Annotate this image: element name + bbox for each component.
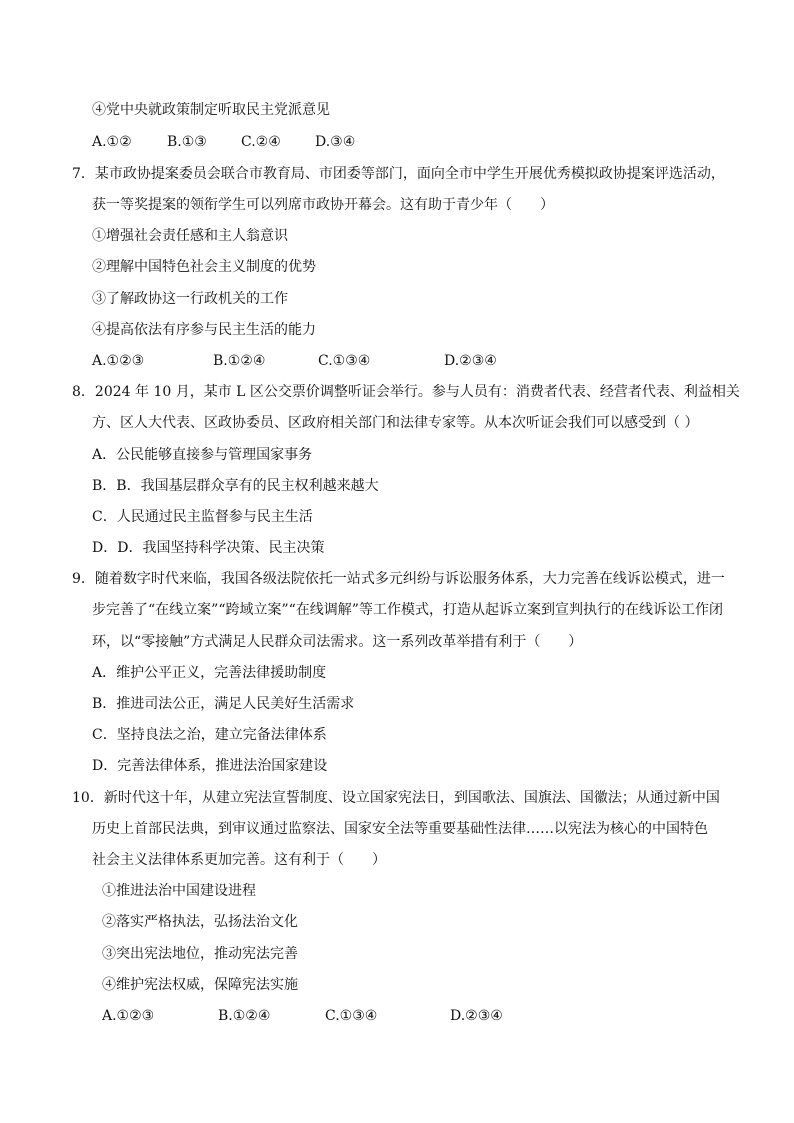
q9-stem-line-2: 步完善了“在线立案”“跨域立案”“在线调解”等工作模式，打造从起诉立案到宣判执行的在线诉讼工作闭 (92, 602, 723, 618)
q7-item-4: ④提高依法有序参与民主生活的能力 (92, 322, 316, 338)
q7-item-2: ②理解中国特色社会主义制度的优势 (92, 259, 316, 275)
q10-stem-line-2: 历史上首部民法典，到审议通过监察法、国家安全法等重要基础性法律……以宪法为核心的中国特色 (92, 821, 708, 837)
q7-choice-c: C.①③④ (318, 353, 371, 369)
q8-stem-line-1 (72, 383, 740, 401)
q7-number: 7． (72, 166, 95, 182)
q10-stem-line-1 (72, 789, 720, 807)
q10-stem-line-3: 社会主义法律体系更加完善。这有利于（ ） (92, 852, 386, 868)
q10-number: 10． (72, 790, 104, 806)
q6-choice-b: B.①③ (167, 134, 207, 150)
q8-stem-line-2: 方、区人大代表、区政协委员、区政府相关部门和法律专家等。从本次听证会我们可以感受到（ ） (92, 415, 699, 431)
q10-item-1: ①推进法治中国建设进程 (102, 883, 256, 899)
q8-option-a: A．公民能够直接参与管理国家事务 (92, 447, 313, 463)
q7-choice-d: D.②③④ (444, 353, 497, 369)
q9-stem-text-1: 随着数字时代来临，我国各级法院依托一站式多元纠纷与诉讼服务体系，大力完善在线诉讼模式，进一 (94, 571, 725, 587)
q7-choice-a: A.①②③ (92, 353, 145, 369)
q10-item-4: ④维护宪法权威，保障宪法实施 (102, 977, 298, 993)
q6-choice-d: D.③④ (315, 134, 356, 150)
q10-choice-b: B.①②④ (218, 1008, 271, 1024)
q9-option-d: D．完善法律体系，推进法治国家建设 (92, 758, 328, 774)
q8-option-b: B．B．我国基层群众享有的民主权利越来越大 (92, 478, 379, 494)
q9-option-a: A．维护公平正义，完善法律援助制度 (92, 665, 327, 681)
q7-choice-b: B.①②④ (213, 353, 266, 369)
q6-choice-a: A.①② (92, 134, 132, 150)
q7-stem-line-2: 获一等奖提案的领衔学生可以列席市政协开幕会。这有助于青少年（ ） (92, 197, 554, 213)
q10-stem-text-1: 新时代这十年，从建立宪法宣誓制度、设立国家宪法日，到国歌法、国旗法、国徽法；从通过新中国 (103, 790, 720, 806)
q9-stem-line-3: 环，以“零接触”方式满足人民群众司法需求。这一系列改革举措有利于（ ） (92, 634, 583, 650)
q8-number: 8． (72, 384, 95, 400)
q9-option-b: B．推进司法公正，满足人民美好生活需求 (92, 696, 355, 712)
q8-option-d: D．D．我国坚持科学决策、民主决策 (92, 540, 325, 556)
q8-stem-text-1: 2024 年 10 月，某市 L 区公交票价调整听证会举行。参与人员有：消费者代表、经营者代表、利益相关 (94, 384, 740, 400)
q10-choice-d: D.②③④ (450, 1008, 503, 1024)
q7-stem-line-1 (72, 165, 725, 183)
q9-option-c: C．坚持良法之治，建立完备法律体系 (92, 727, 327, 743)
q9-stem-line-1 (72, 570, 725, 588)
q10-item-2: ②落实严格执法，弘扬法治文化 (102, 914, 298, 930)
q8-option-c: C．人民通过民主监督参与民主生活 (92, 509, 313, 525)
q10-choice-a: A.①②③ (102, 1008, 155, 1024)
q7-item-3: ③了解政协这一行政机关的工作 (92, 291, 288, 307)
q7-item-1: ①增强社会责任感和主人翁意识 (92, 228, 288, 244)
q6-item-4: ④党中央就政策制定听取民主党派意见 (92, 102, 330, 118)
q9-number: 9． (72, 571, 95, 587)
q10-item-3: ③突出宪法地位，推动宪法完善 (102, 946, 298, 962)
q7-stem-text-1: 某市政协提案委员会联合市教育局、市团委等部门，面向全市中学生开展优秀模拟政协提案评选活动， (94, 166, 725, 182)
q10-choice-c: C.①③④ (325, 1008, 378, 1024)
q6-choice-c: C.②④ (241, 134, 281, 150)
